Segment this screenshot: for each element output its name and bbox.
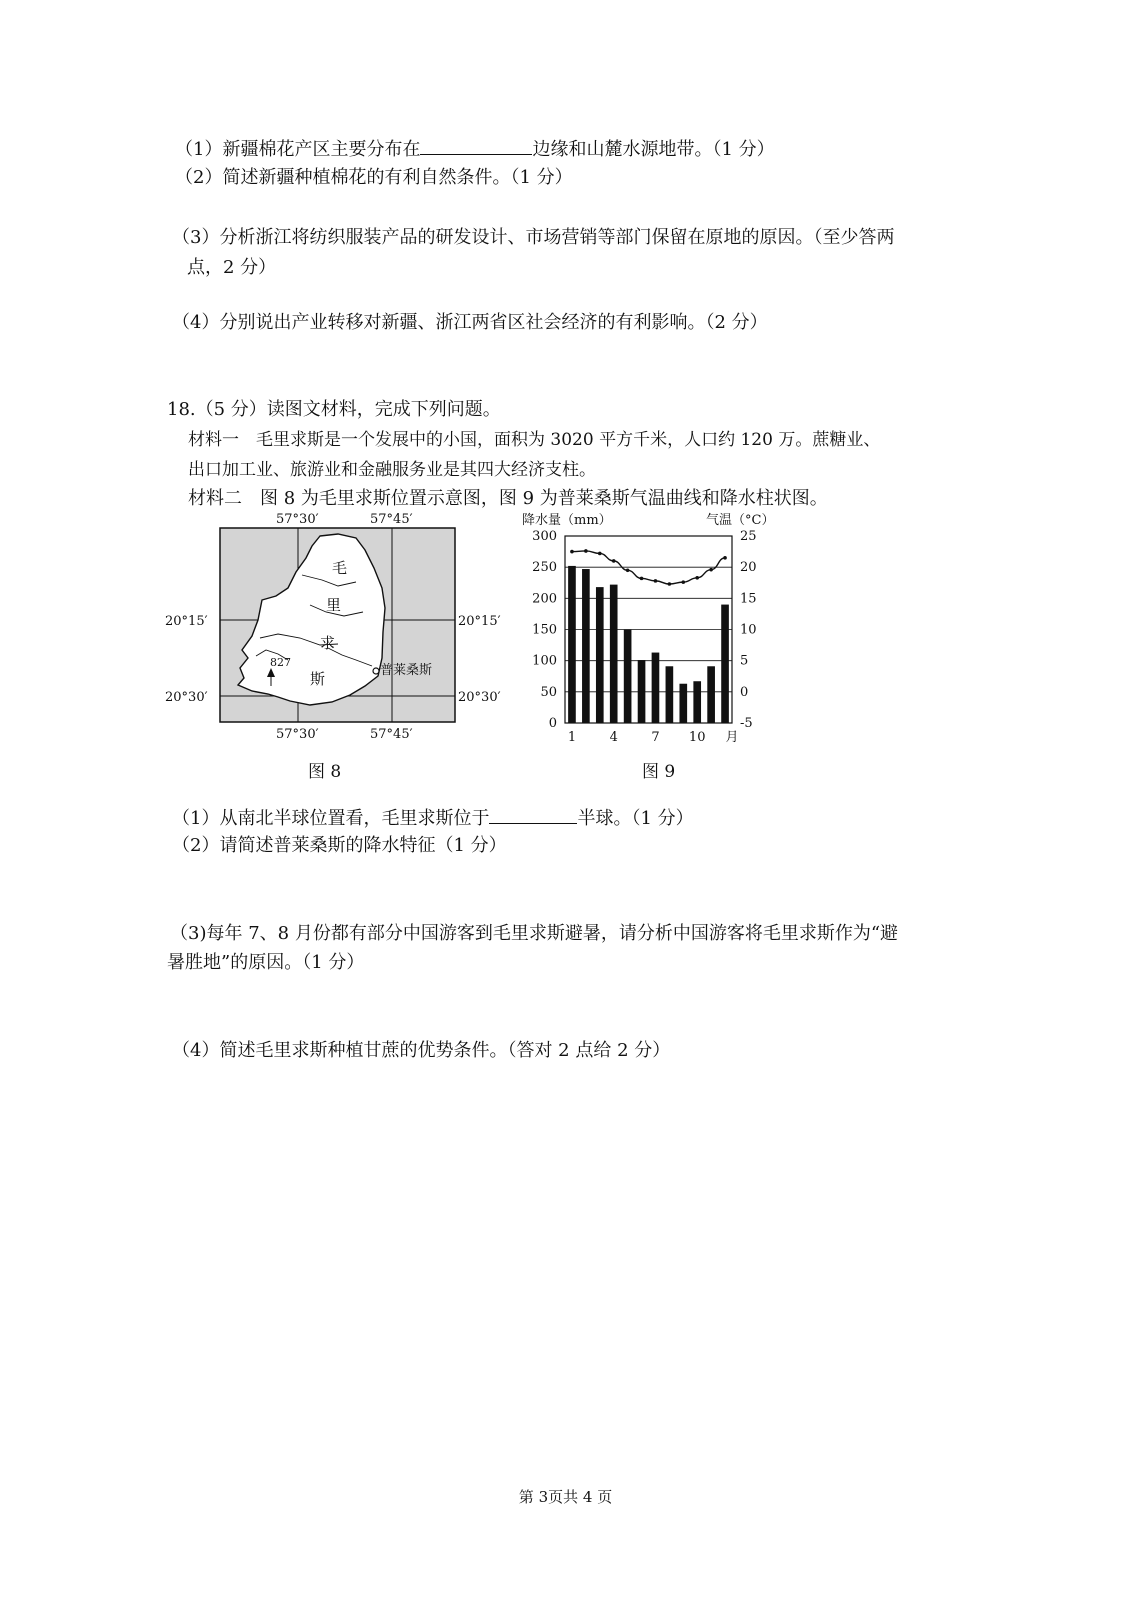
month-tick-label: 1 — [567, 730, 577, 745]
q17-sub2: （2）简述新疆种植棉花的有利自然条件。（1 分） — [175, 167, 573, 188]
city-label: 普莱桑斯 — [380, 663, 433, 678]
figure-9-caption: 图 9 — [642, 762, 676, 782]
q17-sub1-text-a: （1）新疆棉花产区主要分布在 — [175, 139, 421, 160]
q17-sub4: （4）分别说出产业转移对新疆、浙江两省区社会经济的有利影响。（2 分） — [172, 312, 768, 333]
precip-bar — [652, 653, 660, 723]
precip-bar — [693, 681, 701, 723]
q18-sub1-text-b: 半球。（1 分） — [577, 808, 694, 829]
precip-tick-label: 150 — [532, 622, 557, 638]
country-char: 斯 — [310, 670, 326, 688]
precip-tick-label: 200 — [532, 591, 557, 607]
precip-bar — [624, 630, 632, 724]
lat-label-right-1: 20°15′ — [458, 614, 501, 629]
temp-tick-label: 10 — [740, 622, 757, 638]
precip-tick-label: 100 — [532, 653, 557, 669]
precip-bar — [568, 566, 576, 723]
temperature-point — [668, 582, 672, 586]
lon-label-bottom-1: 57°30′ — [276, 727, 319, 742]
temperature-point — [640, 577, 644, 581]
precip-bar — [679, 684, 687, 723]
page-number: 第 3页共 4 页 — [518, 1488, 613, 1506]
temp-tick-label: 0 — [740, 684, 749, 700]
temperature-point — [654, 579, 658, 583]
temperature-point — [612, 559, 616, 563]
precip-axis-label: 降水量（mm） — [522, 513, 612, 528]
figure-8-caption: 图 8 — [308, 762, 342, 782]
month-tick-label: 月 — [725, 730, 739, 745]
answer-blank[interactable] — [420, 136, 532, 155]
precip-tick-label: 50 — [540, 684, 557, 700]
month-tick-label: 7 — [651, 730, 660, 745]
temperature-point — [709, 568, 713, 572]
precip-tick-label: 250 — [532, 560, 557, 576]
q18-material1-line2: 出口加工业、旅游业和金融服务业是其四大经济支柱。 — [188, 460, 596, 480]
temperature-point — [681, 580, 685, 584]
precip-bar — [721, 605, 729, 723]
month-tick-label: 10 — [688, 730, 706, 745]
city-marker — [373, 668, 379, 674]
mauritius-map — [160, 508, 520, 746]
precip-bar — [582, 569, 590, 723]
lon-label-top-1: 57°30′ — [276, 512, 319, 527]
lat-label-left-2: 20°30′ — [165, 690, 208, 705]
q17-sub3-line1: （3）分析浙江将纺织服装产品的研发设计、市场营销等部门保留在原地的原因。（至少答两 — [172, 227, 895, 248]
temp-tick-label: 15 — [740, 591, 757, 607]
temp-axis-label: 气温（°C） — [706, 513, 775, 528]
lat-label-left-1: 20°15′ — [165, 614, 208, 629]
temperature-point — [584, 549, 588, 553]
country-char: 毛 — [332, 559, 348, 577]
precip-bar — [596, 587, 604, 723]
temp-tick-label: 5 — [740, 653, 749, 669]
precip-bar — [707, 666, 715, 723]
lat-label-right-2: 20°30′ — [458, 690, 501, 705]
q18-material2: 材料二 图 8 为毛里求斯位置示意图，图 9 为普莱桑斯气温曲线和降水柱状图。 — [188, 488, 828, 509]
month-tick-label: 4 — [609, 730, 618, 745]
climate-chart — [510, 508, 800, 748]
country-char: 里 — [326, 596, 342, 614]
q18-sub3-line2: 暑胜地”的原因。（1 分） — [167, 952, 365, 973]
country-char: 求 — [320, 634, 336, 652]
precip-bar — [638, 660, 646, 723]
precip-tick-label: 300 — [532, 529, 557, 544]
q17-sub1-text-b: 边缘和山麓水源地带。（1 分） — [532, 139, 775, 160]
temperature-point — [626, 568, 630, 572]
temp-tick-label: 20 — [740, 560, 757, 576]
lon-label-top-2: 57°45′ — [370, 512, 413, 527]
precip-tick-label: 0 — [548, 716, 557, 731]
q18-sub1 — [172, 805, 694, 831]
q17-sub1 — [175, 136, 775, 162]
q17-sub3-line2: 点，2 分） — [187, 257, 277, 278]
lon-label-bottom-2: 57°45′ — [370, 727, 413, 742]
temperature-point — [570, 550, 574, 554]
q18-sub1-text-a: （1）从南北半球位置看，毛里求斯位于 — [172, 808, 490, 829]
q18-sub2: （2）请简述普莱桑斯的降水特征（1 分） — [172, 835, 507, 856]
temperature-point — [598, 552, 602, 556]
temp-tick-label: -5 — [740, 716, 753, 731]
precip-bar — [610, 585, 618, 723]
temperature-point — [695, 576, 699, 580]
precip-bar — [666, 666, 674, 723]
peak-label: 827 — [270, 656, 291, 669]
q18-sub3-line1: （3)每年 7、8 月份都有部分中国游客到毛里求斯避暑，请分析中国游客将毛里求斯作为“避 — [170, 923, 899, 944]
q18-material1-line1: 材料一 毛里求斯是一个发展中的小国，面积为 3020 平方千米，人口约 120 万。蔗糖业、 — [188, 430, 881, 450]
q18-header: 18.（5 分）读图文材料，完成下列问题。 — [167, 399, 501, 420]
temp-tick-label: 25 — [740, 529, 757, 544]
answer-blank[interactable] — [489, 805, 577, 824]
temperature-point — [723, 556, 727, 560]
q18-sub4: （4）简述毛里求斯种植甘蔗的优势条件。（答对 2 点给 2 分） — [172, 1040, 671, 1061]
